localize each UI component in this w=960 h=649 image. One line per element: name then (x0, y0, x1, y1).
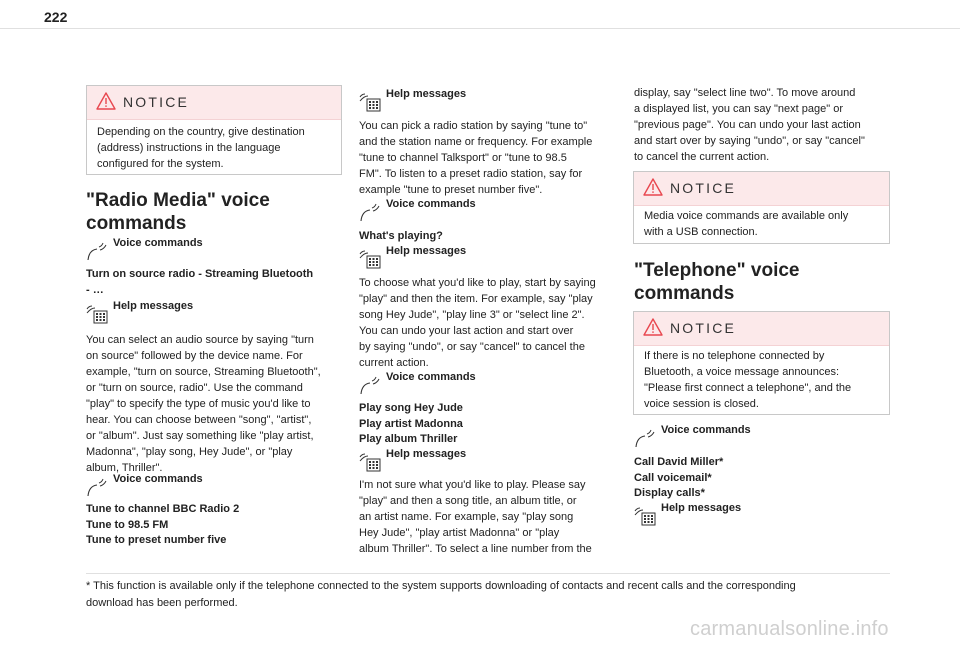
para-line: Madonna", "play song, Hey Jude", or "play (86, 446, 293, 458)
voice-commands-text: Voice commands (386, 198, 476, 210)
voice-command-icon (634, 427, 656, 449)
para-line: Hey Jude", "play artist Madonna" or "play (359, 527, 560, 539)
notice-line: Depending on the country, give destination (97, 126, 305, 138)
notice-title: NOTICE (670, 180, 737, 196)
notice-text (644, 348, 851, 412)
para-line: to cancel the current action. (634, 151, 770, 163)
command-list (86, 502, 239, 549)
help-messages-icon (86, 303, 108, 325)
help-messages-text: Help messages (386, 88, 467, 100)
voice-command-icon (86, 476, 108, 498)
command-line: Tune to 98.5 FM (86, 518, 169, 531)
page-number: 222 (44, 9, 68, 25)
para-line: I'm not sure what you'd like to play. Please say (359, 479, 586, 491)
para-line: You can select an audio source by saying "turn (86, 334, 314, 346)
command-line: Play artist Madonna (359, 417, 463, 430)
section-heading-radio-media (86, 189, 270, 235)
notice-line: voice session is closed. (644, 398, 759, 410)
warning-icon (643, 178, 663, 196)
footnote-divider (86, 573, 890, 574)
command-list (86, 267, 313, 298)
warning-icon (643, 318, 663, 336)
help-messages-text: Help messages (386, 245, 467, 257)
para-line: "previous page". You can undo your last action (634, 119, 861, 131)
voice-command-icon (359, 201, 381, 223)
voice-commands-text: Voice commands (113, 473, 203, 485)
para-line: or "turn on source, radio". Use the command (86, 382, 303, 394)
voice-commands-text: Voice commands (113, 237, 203, 249)
continued-paragraph (634, 85, 865, 165)
voice-command-icon (86, 240, 108, 262)
para-line: hear. You can choose between "song", "artist", (86, 414, 312, 426)
notice-header (634, 172, 889, 206)
help-paragraph (86, 332, 321, 476)
para-line: album Thriller". To select a line number from the (359, 543, 592, 555)
command-line: Display calls* (634, 487, 705, 499)
para-line: display, say "select line two". To move around (634, 87, 856, 99)
para-line: "tune to channel Talksport" or "tune to 98.5 (359, 152, 567, 164)
section-heading-telephone (634, 259, 799, 305)
heading-line: "Telephone" voice (634, 260, 800, 281)
command-line: Tune to channel BBC Radio 2 (86, 503, 240, 515)
para-line: To choose what you'd like to play, start by saying (359, 277, 596, 289)
footnote-line: * This function is available only if the telephone connected to the system supports downloading of contacts and recent calls and the corresponding (86, 580, 796, 592)
voice-command-icon (359, 374, 381, 396)
para-line: on source" followed by the device name. For (86, 350, 303, 362)
para-line: or "album". Just say something like "play artist, (86, 430, 314, 442)
help-messages-text: Help messages (386, 448, 467, 460)
footnote-line: download has been performed. (86, 597, 238, 609)
notice-line: (address) instructions in the language (97, 142, 281, 154)
para-line: "play" and then the item. For example, say "play (359, 293, 593, 305)
notice-box-media (633, 171, 890, 244)
notice-line: If there is no telephone connected by (644, 350, 825, 362)
voice-commands-text: Voice commands (661, 424, 751, 436)
para-line: example "tune to preset number five". (359, 184, 543, 196)
para-line: FM". To listen to a preset radio station, say for (359, 168, 583, 180)
para-line: and the station name or frequency. For example (359, 136, 593, 148)
notice-line: Media voice commands are available only (644, 210, 849, 222)
command-line: - … (86, 283, 104, 296)
heading-line: commands (86, 213, 187, 234)
help-messages-icon (634, 505, 656, 527)
notice-title: NOTICE (670, 320, 737, 336)
notice-text (644, 208, 848, 240)
command-line: Call voicemail* (634, 471, 712, 484)
warning-icon (96, 92, 116, 110)
para-line: by saying "undo", or say "cancel" to cancel the (359, 341, 585, 353)
notice-line: configured for the system. (97, 158, 224, 170)
notice-line: "Please first connect a telephone", and the (644, 382, 852, 394)
help-paragraph (359, 118, 592, 198)
footnote (86, 578, 796, 612)
notice-header (87, 86, 341, 120)
help-messages-icon (359, 451, 381, 473)
notice-line: Bluetooth, a voice message announces: (644, 366, 840, 378)
top-divider (0, 28, 960, 29)
para-line: "play" and then a song title, an album title, or (359, 495, 577, 507)
para-line: song Hey Jude", "play line 3" or "select line 2". (359, 309, 585, 321)
para-line: You can undo your last action and start over (359, 325, 574, 337)
help-messages-text: Help messages (661, 502, 742, 514)
para-line: an artist name. For example, say "play song (359, 511, 574, 523)
para-line: and start over by saying "undo", or say "cancel" (634, 135, 865, 147)
command-line: Call David Miller* (634, 456, 724, 468)
para-line: a displayed list, you can say "next page" or (634, 103, 843, 115)
help-paragraph (359, 477, 592, 557)
command-line: Play album Thriller (359, 433, 458, 445)
notice-box-telephone (633, 311, 890, 415)
command-line: Play song Hey Jude (359, 402, 463, 414)
command-line: Turn on source radio - Streaming Bluetooth (86, 268, 314, 280)
notice-text (97, 124, 305, 172)
heading-line: commands (634, 283, 735, 304)
notice-line: with a USB connection. (644, 226, 758, 238)
para-line: example, "turn on source, Streaming Bluetooth", (86, 366, 321, 378)
command-line: Tune to preset number five (86, 534, 227, 546)
para-line: album, Thriller". (86, 462, 163, 474)
para-line: "play" to specify the type of music you'd like to (86, 398, 311, 410)
heading-line: "Radio Media" voice (86, 190, 270, 211)
command-list (634, 455, 723, 502)
watermark: carmanualsonline.info (690, 618, 889, 640)
help-messages-icon (359, 91, 381, 113)
notice-header (634, 312, 889, 346)
help-paragraph (359, 275, 596, 371)
help-messages-text: Help messages (113, 300, 194, 312)
notice-title: NOTICE (123, 94, 190, 110)
command-line: What's playing? (359, 230, 443, 242)
help-messages-icon (359, 248, 381, 270)
voice-commands-text: Voice commands (386, 371, 476, 383)
notice-box-destination (86, 85, 342, 175)
para-line: You can pick a radio station by saying "tune to" (359, 120, 588, 132)
command-list (359, 401, 463, 448)
para-line: current action. (359, 357, 429, 369)
